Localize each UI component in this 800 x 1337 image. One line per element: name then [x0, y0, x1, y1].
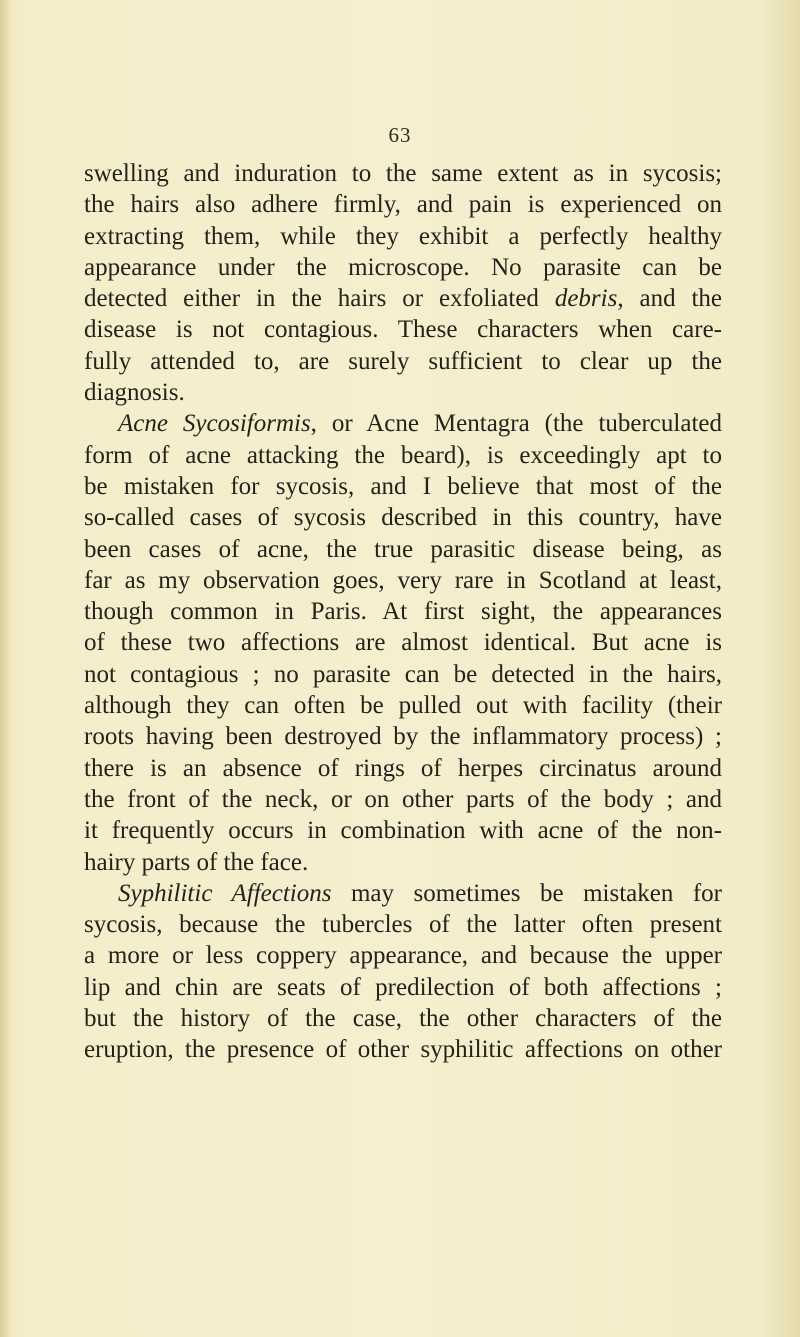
text-run: lip and chin are seats of predilection of both affections ; — [84, 973, 722, 1001]
italic-term: debris — [554, 285, 618, 313]
text-line — [84, 408, 722, 439]
text-run: although they can often be pulled out with facility (their — [84, 692, 722, 720]
text-line — [84, 784, 722, 815]
text-run: so-called cases of sycosis described in this country, have — [84, 504, 722, 532]
text-run: be mistaken for sycosis, and I believe that most of the — [84, 472, 722, 500]
text-line — [84, 815, 722, 846]
text-run: a more or less coppery appearance, and because the upper — [84, 942, 722, 970]
text-line — [84, 565, 722, 596]
text-run: though common in Paris. At first sight, the appearances — [84, 598, 722, 626]
text-line — [84, 534, 722, 565]
text-line — [84, 972, 722, 1003]
text-line — [84, 346, 722, 377]
text-line — [84, 440, 722, 471]
text-line — [84, 252, 722, 283]
text-run: sycosis, because the tubercles of the latter often present — [84, 911, 722, 939]
italic-term: Syphilitic Affections — [118, 879, 332, 907]
text-line — [84, 471, 722, 502]
text-run: hairy parts of the face. — [84, 848, 309, 876]
text-line — [84, 596, 722, 627]
text-run: it frequently occurs in combination with acne of the non- — [84, 817, 722, 845]
text-line — [84, 690, 722, 721]
text-run: there is an absence of rings of herpes circinatus around — [84, 754, 722, 782]
text-line — [84, 1003, 722, 1034]
binding-edge — [0, 0, 10, 1337]
text-line — [84, 158, 722, 189]
text-line — [84, 659, 722, 690]
text-line — [84, 502, 722, 533]
text-run: diagnosis. — [84, 379, 185, 407]
text-run: of these two affections are almost identical. But acne is — [84, 629, 722, 657]
text-run: fully attended to, are surely sufficient to clear up the — [84, 347, 722, 375]
text-run: swelling and induration to the same extent as in sycosis; — [84, 160, 722, 187]
text-run: but the history of the case, the other characters of the — [84, 1005, 722, 1033]
text-run: may sometimes be mistaken for — [331, 879, 723, 907]
text-run: , and the — [617, 285, 723, 313]
text-line — [84, 753, 722, 784]
text-line — [84, 627, 722, 658]
text-line — [84, 940, 722, 971]
text-line — [84, 221, 722, 252]
text-line — [84, 189, 722, 220]
text-run: not contagious ; no parasite can be detected in the hairs, — [84, 660, 722, 688]
text-run: form of acne attacking the beard), is exceedingly apt to — [84, 441, 722, 469]
text-run: extracting them, while they exhibit a perfectly healthy — [84, 222, 722, 250]
text-line — [84, 878, 722, 909]
text-line — [84, 847, 722, 878]
text-run: roots having been destroyed by the inflammatory process) ; — [84, 723, 722, 751]
text-line — [84, 1034, 722, 1065]
italic-term: Acne Sycosiformis — [118, 410, 311, 438]
text-run: detected either in the hairs or exfoliated — [84, 285, 555, 313]
text-run: far as my observation goes, very rare in Scotland at least, — [84, 566, 722, 594]
text-line — [84, 283, 722, 314]
text-run: , or Acne Mentagra (the tuberculated — [310, 410, 722, 438]
text-run: appearance under the microscope. No parasite can be — [84, 253, 722, 281]
body-text — [84, 158, 722, 1066]
text-run: disease is not contagious. These characters when care- — [84, 316, 722, 344]
text-run: the hairs also adhere firmly, and pain is experienced on — [84, 191, 722, 219]
text-run: eruption, the presence of other syphilitic affections on other — [84, 1036, 722, 1064]
page-number: 63 — [388, 123, 412, 147]
text-line — [84, 721, 722, 752]
text-line — [84, 377, 722, 408]
text-line — [84, 314, 722, 345]
text-line — [84, 909, 722, 940]
text-run: the front of the neck, or on other parts of the body ; and — [84, 785, 722, 813]
text-run: been cases of acne, the true parasitic disease being, as — [84, 535, 722, 563]
